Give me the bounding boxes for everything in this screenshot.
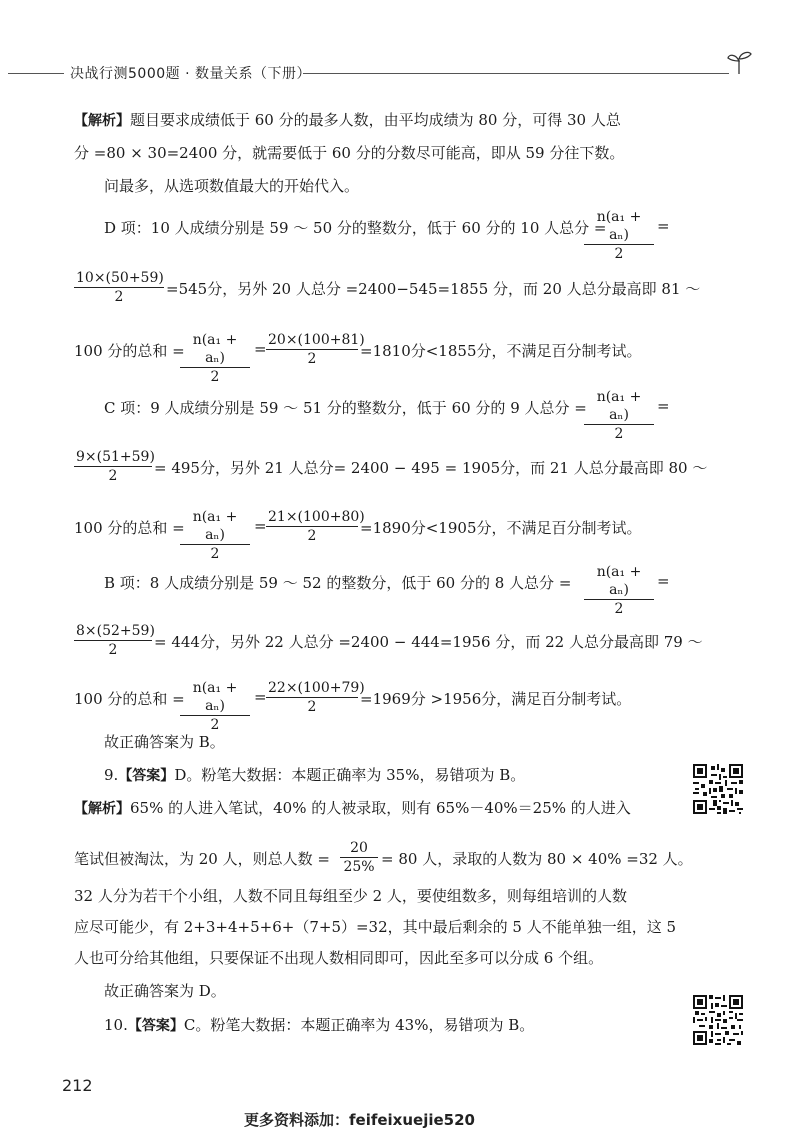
equals-sign: = [254,517,267,535]
fraction-denominator: 2 [210,369,220,385]
fraction-d-10-people [74,269,164,306]
analysis-text: 题目要求成绩低于 60 分的最多人数，由平均成绩为 80 分，可得 30 人总 [130,111,621,129]
answer-text: C。粉笔大数据：本题正确率为 43%，易错项为 B。 [183,1016,535,1034]
fraction-general-sum [180,331,250,386]
header-rule-left [8,73,64,74]
question-9-analysis-line-1 [74,797,674,820]
question-number: 9. [104,766,119,784]
analysis-tag: 【解析】 [74,801,130,817]
fraction-numerator: 20×(100+81) [268,332,365,348]
option-b-line-1: B 项：8 人成绩分别是 59 ～ 52 的整数分，低于 60 分的 8 人总分 = [104,574,572,592]
question-9-analysis-line-3: 32 人分为若干个小组，人数不同且每组至少 2 人，要使组数多，则每组培训的人数 [74,887,627,905]
answer-tag: 【答案】 [127,1018,184,1034]
fraction-denominator: 2 [307,699,317,715]
fraction-numerator: 21×(100+80) [268,509,365,525]
header-rule-right [303,73,729,74]
fraction-denominator: 2 [114,289,124,305]
fraction-numerator: 10×(50+59) [76,270,164,286]
fraction-general-sum [180,679,250,734]
fraction-denominator: 2 [614,426,624,442]
fraction-numerator: n(a₁ + aₙ) [180,508,250,545]
option-d-line-1: D 项：10 人成绩分别是 59 ～ 50 分的整数分，低于 60 分的 10 人总分 = [104,219,607,237]
sprout-icon [724,46,754,76]
page-number: 212 [62,1076,93,1095]
fraction-numerator: n(a₁ + aₙ) [584,208,654,245]
fraction-b-8-people [74,622,155,659]
option-b-line-2: = 444分，另外 22 人总分 =2400 − 444=1956 分，而 22 人总分最高即 79 ～ [154,633,703,651]
fraction-d-20-people [266,331,365,368]
fraction-total-people [340,839,378,876]
option-c-line-2: = 495分，另外 21 人总分= 2400 − 495 = 1905分，而 21 人总分最高即 80 ～ [154,459,708,477]
question-10-answer [104,1014,704,1037]
fraction-denominator: 2 [210,546,220,562]
option-b-line-3-suffix: =1969分 >1956分，满足百分制考试。 [360,690,632,708]
question-9-analysis-line-5: 人也可分给其他组，只要保证不出现人数相同即可，因此至多可以分成 6 个组。 [74,949,604,967]
fraction-numerator: n(a₁ + aₙ) [180,331,250,368]
fraction-denominator: 25% [343,859,375,875]
fraction-numerator: 8×(52+59) [76,623,155,639]
fraction-b-22-people [266,679,365,716]
fraction-denominator: 2 [614,246,624,262]
running-header [0,58,800,88]
book-title: 决战行测5000题 · 数量关系（下册） [70,66,311,82]
answer-tag: 【答案】 [118,768,175,784]
fraction-numerator: 22×(100+79) [268,680,365,696]
analysis-line-3: 问最多，从选项数值最大的开始代入。 [104,177,360,195]
fraction-numerator: n(a₁ + aₙ) [584,388,654,425]
analysis-line-2: 分 =80 × 30=2400 分，就需要低于 60 分的分数尽可能高，即从 59 分往下数。 [74,144,625,162]
equals-sign: = [657,572,670,590]
fraction-c-21-people [266,508,365,545]
option-d-line-2: =545分，另外 20 人总分 =2400−545=1855 分，而 20 人总分最高即 81 ～ [166,280,701,298]
question-number: 10. [104,1016,128,1034]
equals-sign: = [657,217,670,235]
option-c-line-1: C 项：9 人成绩分别是 59 ～ 51 分的整数分，低于 60 分的 9 人总分 = [104,399,587,417]
fraction-numerator: n(a₁ + aₙ) [584,563,654,600]
equals-sign: = [254,340,267,358]
analysis-text: 65% 的人进入笔试，40% 的人被录取，则有 65%－40%＝25% 的人进入 [130,799,631,817]
fraction-denominator: 2 [210,717,220,733]
fraction-numerator: 9×(51+59) [76,449,155,465]
fraction-denominator: 2 [307,528,317,544]
option-c-line-3-suffix: =1890分<1905分，不满足百分制考试。 [360,519,642,537]
equals-sign: = [657,397,670,415]
question-9-analysis-line-2-suffix: = 80 人，录取的人数为 80 × 40% =32 人。 [381,850,693,868]
footer-note: 更多资料添加：feifeixuejie520 [244,1111,475,1129]
analysis-line-1 [74,109,674,132]
answer-text: D。粉笔大数据：本题正确率为 35%，易错项为 B。 [174,766,526,784]
analysis-tag: 【解析】 [74,113,130,129]
fraction-numerator: n(a₁ + aₙ) [180,679,250,716]
fraction-denominator: 2 [108,642,118,658]
fraction-c-9-people [74,448,155,485]
answer-8: 故正确答案为 B。 [104,733,225,751]
fraction-denominator: 2 [108,468,118,484]
option-b-line-3-prefix: 100 分的总和 = [74,690,185,708]
qr-code-icon[interactable] [693,995,743,1045]
equals-sign: = [254,688,267,706]
fraction-numerator: 20 [340,839,378,858]
qr-code-icon[interactable] [693,764,743,814]
fraction-denominator: 2 [307,351,317,367]
question-9-answer [104,764,704,787]
question-9-analysis-line-4: 应尽可能少，有 2+3+4+5+6+（7+5）=32，其中最后剩余的 5 人不能单独一组，这 5 [74,918,677,936]
option-c-line-3-prefix: 100 分的总和 = [74,519,185,537]
option-d-line-3-prefix: 100 分的总和 = [74,342,185,360]
option-d-line-3-suffix: =1810分<1855分，不满足百分制考试。 [360,342,642,360]
fraction-general-sum [584,563,654,618]
fraction-general-sum [584,388,654,443]
question-9-analysis-line-2-prefix: 笔试但被淘汰，为 20 人，则总人数 = [74,850,330,868]
fraction-general-sum [584,208,654,263]
fraction-general-sum [180,508,250,563]
answer-9: 故正确答案为 D。 [104,982,226,1000]
fraction-denominator: 2 [614,601,624,617]
